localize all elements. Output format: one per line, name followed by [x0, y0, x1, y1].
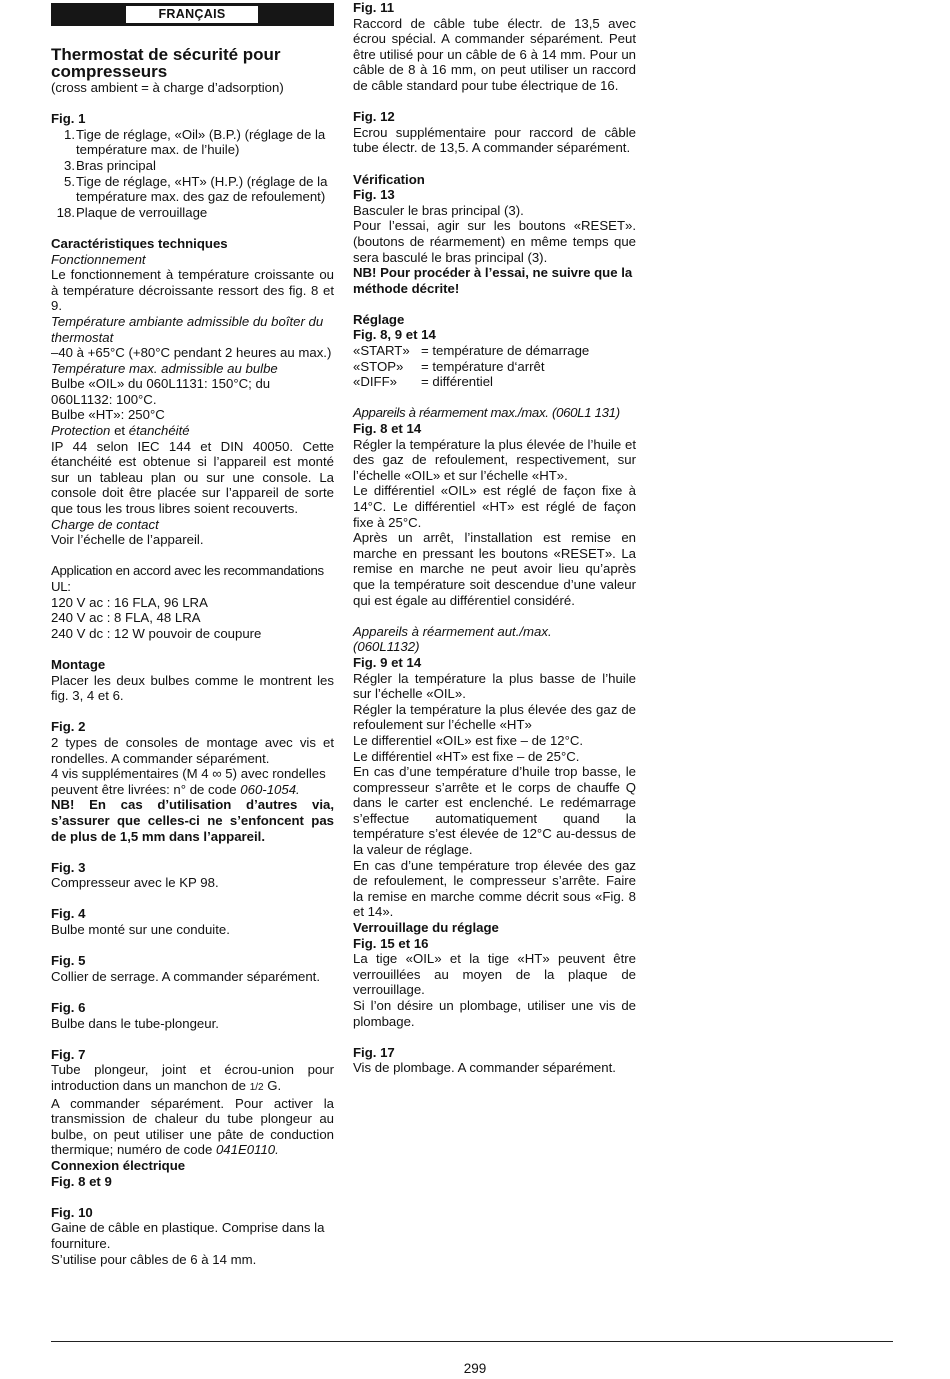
auto-reset-heading: Appareils à réarmement aut./max. [353, 623, 552, 639]
fig1-heading: Fig. 1 [51, 111, 86, 127]
fig11-text: Raccord de câble tube électr. de 13,5 avec écrou spécial. A commander séparément. Peut être utilisé pour un câble de 6 à 14 mm. Pour un câble de 8 à 16 mm, on peut utiliser un raccord de câble standard pour tube électrique de 16. [353, 15, 636, 93]
montage-heading: Montage [51, 656, 106, 672]
ul-intro: Application en accord avec les recommandations UL: [51, 563, 324, 594]
fig4-heading: Fig. 4 [51, 906, 86, 922]
fig17-text: Vis de plombage. A commander séparément. [353, 1060, 616, 1076]
verification-text: Basculer le bras principal (3). [353, 202, 524, 218]
function-text: Le fonctionnement à température croissante ou à température décroissante ressort des fig. 8 et 9. [51, 267, 334, 314]
verification-fig: Fig. 13 [353, 187, 395, 203]
auto-reset-fig: Fig. 9 et 14 [353, 654, 422, 670]
contact-label: Charge de contact [51, 516, 159, 532]
fig2-text: 2 types de consoles de montage avec vis et rondelles. A commander séparément. [51, 734, 334, 766]
fig11-heading: Fig. 11 [353, 0, 395, 15]
reglage-definitions [353, 343, 636, 390]
function-label: Fonctionnement [51, 251, 146, 267]
auto-reset-text2: Régler la température la plus élevée des gaz de refoulement sur l’échelle «HT» [353, 701, 636, 733]
language-label: FRANÇAIS [126, 6, 258, 23]
reglage-fig: Fig. 8, 9 et 14 [353, 327, 436, 343]
electrical-fig: Fig. 8 et 9 [51, 1173, 112, 1189]
fig2-heading: Fig. 2 [51, 719, 86, 735]
verification-heading: Vérification [353, 171, 425, 187]
fig17-heading: Fig. 17 [353, 1044, 395, 1060]
lock-text2: Si l’on désire un plombage, utiliser une vis de plombage. [353, 998, 636, 1029]
auto-reset-text6: En cas d’une température trop élevée des gaz de refoulement, le compresseur s’arrête. Faire la remise en marche comme décrit sous «Fig. 8 et 14». [353, 857, 636, 920]
auto-reset-text3: Le differentiel «OIL» est fixe – de 12°C. [353, 732, 584, 748]
right-column [353, 0, 636, 1076]
lock-fig: Fig. 15 et 16 [353, 935, 429, 951]
reglage-heading: Réglage [353, 311, 405, 327]
fig4-text: Bulbe monté sur une conduite. [51, 922, 230, 938]
list-item: 5. Tige de réglage, «HT» (H.P.) (réglage de la température max. des gaz de refoulement) [64, 173, 328, 205]
bulb-text: Bulbe «OIL» du 060L1131: 150°C; du 060L1132: 100°C. [51, 376, 271, 407]
list-item: 18. Plaque de verrouillage [56, 204, 208, 220]
ul-line: 240 V dc : 12 W pouvoir de coupure [51, 625, 262, 641]
auto-reset-text: Régler la température la plus basse de l’huile sur l’échelle «OIL». [353, 670, 636, 702]
lock-text: La tige «OIL» et la tige «HT» peuvent être verrouillées au moyen de la plaque de verrouillage. [353, 951, 636, 998]
auto-reset-code: (060L1132) [353, 639, 420, 655]
fig12-heading: Fig. 12 [353, 109, 395, 125]
fig5-text: Collier de serrage. A commander séparément. [51, 968, 321, 984]
fig12-text: Ecrou supplémentaire pour raccord de câble tube électr. de 13,5. A commander séparément. [353, 124, 636, 156]
fig6-text: Bulbe dans le tube-plongeur. [51, 1015, 219, 1031]
electrical-heading: Connexion électrique [51, 1157, 186, 1173]
bulb-ht-text: Bulbe «HT»: 250°C [51, 407, 165, 423]
document-subtitle: (cross ambient = à charge d’adsorption) [51, 80, 284, 95]
fig10-text: Gaine de câble en plastique. Comprise dans la fourniture. [51, 1220, 325, 1251]
document-title: Thermostat de sécurité pour compresseurs [51, 45, 281, 81]
ambient-label: Température ambiante admissible du boîter du thermostat [51, 313, 324, 345]
fig3-text: Compresseur avec le KP 98. [51, 875, 219, 891]
contact-text: Voir l’échelle de l’appareil. [51, 532, 204, 548]
auto-reset-text4: Le différentiel «HT» est fixe – de 25°C. [353, 748, 580, 764]
manual-reset-heading: Appareils à réarmement max./max. (060L1 131) [353, 405, 620, 421]
auto-reset-text5: En cas d’une température d’huile trop basse, le compresseur s’arrête et le corps de chauffe Q dans le carter est enclenché. Le redémarrage s’effectue automatiquement quand la température s’est élevée de 12°C au-dessus de la valeur de réglage. [353, 764, 636, 858]
lock-heading: Verrouillage du réglage [353, 920, 499, 936]
footer-rule [51, 1341, 893, 1342]
fig5-heading: Fig. 5 [51, 953, 86, 969]
definition-row: «STOP» = température d‘arrêt [353, 358, 545, 374]
fig10-heading: Fig. 10 [51, 1204, 93, 1220]
bulb-label: Température max. admissible au bulbe [51, 360, 278, 376]
fig2-screws-text: 4 vis supplémentaires (M 4 ∞ 5) avec rondelles peuvent être livrées: n° de code 060-1054. [51, 766, 326, 797]
ul-line: 240 V ac : 8 FLA, 48 LRA [51, 610, 201, 626]
page-number: 299 [463, 1361, 487, 1376]
verification-text2: Pour l’essai, agir sur les boutons «RESET». (boutons de réarmement) en même temps que sera basculé le bras principal (3). [353, 218, 636, 265]
definition-row: «DIFF» = différentiel [353, 374, 493, 390]
tech-heading: Caractéristiques techniques [51, 235, 228, 251]
manual-reset-fig: Fig. 8 et 14 [353, 421, 422, 437]
language-banner [51, 3, 334, 26]
fig6-heading: Fig. 6 [51, 1000, 86, 1016]
fig1-parts-list [51, 127, 334, 221]
ambient-text: –40 à +65°C (+80°C pendant 2 heures au max.) [51, 345, 332, 361]
fig7-text2: A commander séparément. Pour activer la transmission de chaleur du tube plongeur au bulbe, on peut utiliser une pâte de conduction thermique; numéro de code 041E0110. [51, 1095, 334, 1158]
protection-label: Protection et étanchéité [51, 423, 190, 439]
montage-text: Placer les deux bulbes comme le montrent les fig. 3, 4 et 6. [51, 672, 334, 704]
list-item: 3. Bras principal [64, 157, 156, 173]
fig3-heading: Fig. 3 [51, 859, 86, 875]
ul-line: 120 V ac : 16 FLA, 96 LRA [51, 594, 208, 610]
fig7-text: Tube plongeur, joint et écrou-union pour introduction dans un manchon de 1/2 G. [51, 1062, 334, 1093]
fig7-heading: Fig. 7 [51, 1046, 86, 1062]
fig10-text2: S’utilise pour câbles de 6 à 14 mm. [51, 1251, 257, 1267]
manual-reset-text: Régler la température la plus élevée de l’huile et des gaz de refoulement, respectivement, sur l’échelle «OIL» et sur l’échelle «HT». [353, 436, 636, 483]
left-column [51, 0, 334, 1267]
list-item: 1. Tige de réglage, «Oil» (B.P.) (réglage de la température max. de l’huile) [64, 126, 326, 158]
manual-reset-text3: Après un arrêt, l’installation est remise en marche en pressant les boutons «RESET». La remise en marche ne peut avoir lieu qu’après que la température soit descendue d’une valeur qui est égale au différentiel considéré. [353, 530, 636, 608]
definition-row: «START» = température de démarrage [353, 343, 590, 359]
verification-warning: NB! Pour procéder à l’essai, ne suivre que la méthode décrite! [353, 265, 633, 296]
manual-reset-text2: Le différentiel «OIL» est réglé de façon fixe à 14°C. Le différentiel «HT» est réglé de façon fixe à 25°C. [353, 483, 636, 530]
fig2-warning: NB! En cas d’utilisation d’autres via, s’assurer que celles-ci ne s’enfoncent pas de plus de 1,5 mm dans l’appareil. [51, 797, 334, 844]
protection-text: IP 44 selon IEC 144 et DIN 40050. Cette étanchéité est obtenue si l’appareil est monté sur un tableau plan ou sur une console. La console doit être placée sur l’appareil de sorte que tous les trous libres soient recouverts. [51, 438, 334, 517]
